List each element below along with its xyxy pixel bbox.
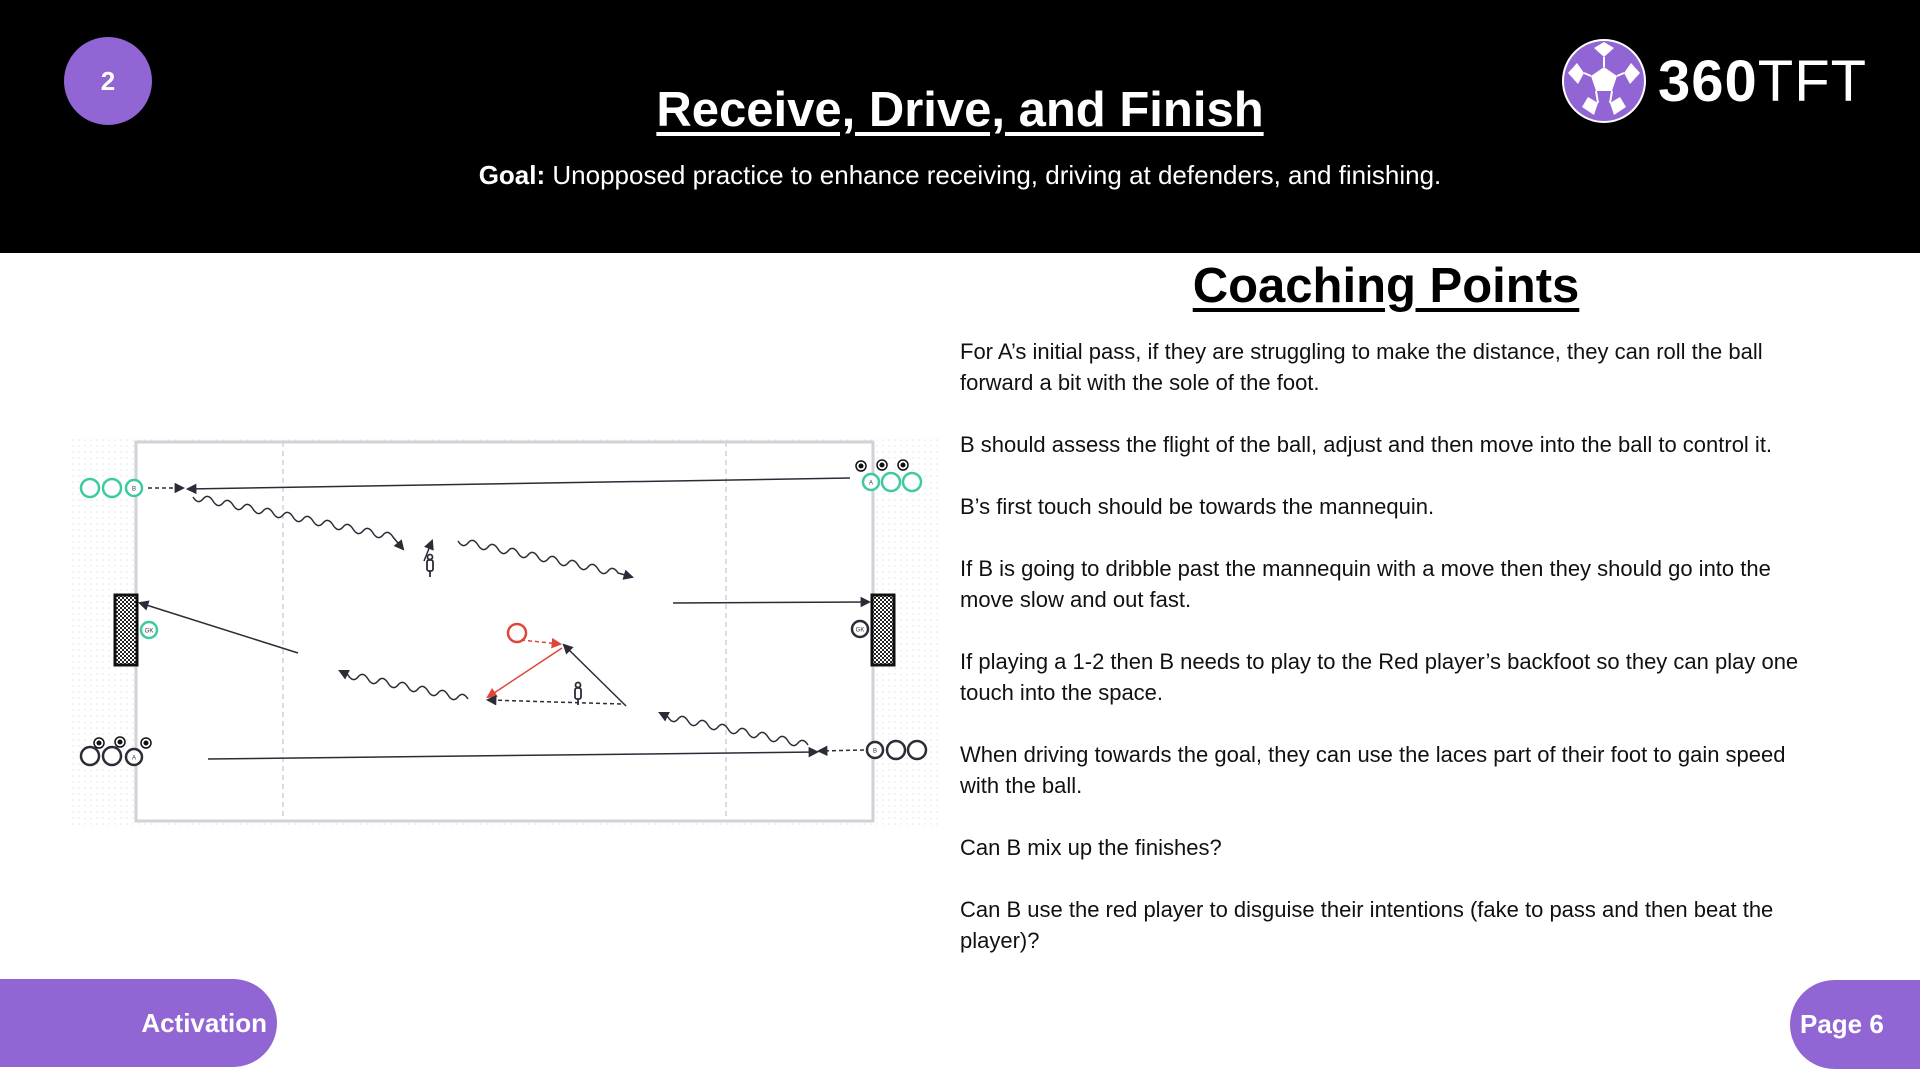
shot-line-right xyxy=(673,602,869,603)
coaching-point: If playing a 1-2 then B needs to play to the Red player’s backfoot so they can play one touch into the space. xyxy=(960,649,1799,705)
coaching-point: When driving towards the goal, they can use the laces part of their foot to gain speed with the ball. xyxy=(960,742,1786,798)
pitch-area xyxy=(136,442,873,821)
soccer-ball-icon xyxy=(1560,37,1648,125)
goal-label: Goal: xyxy=(478,160,546,190)
balls-bottom-left xyxy=(94,737,151,748)
goalkeeper-right xyxy=(852,621,868,637)
coaching-point: B should assess the flight of the ball, adjust and then move into the ball to control it. xyxy=(960,432,1773,457)
svg-text:GK: GK xyxy=(144,628,154,635)
svg-text:GK: GK xyxy=(855,627,865,634)
player-a-label-bottom: A xyxy=(131,755,137,762)
header-bar xyxy=(0,0,1920,253)
page-number-badge: Page 6 xyxy=(1790,980,1920,1069)
logo-wordmark xyxy=(1658,48,1867,115)
page-title: Receive, Drive, and Finish xyxy=(656,83,1264,137)
brand-logo xyxy=(1560,36,1867,126)
player-b-label-top: B xyxy=(131,486,137,493)
coaching-point: For A’s initial pass, if they are struggling to make the distance, they can roll the ball forward a bit with the sole of the foot. xyxy=(960,339,1763,395)
red-player xyxy=(508,624,526,642)
coaching-point: Can B use the red player to disguise their intentions (fake to pass and then beat the player)? xyxy=(960,897,1774,953)
goal-right xyxy=(872,595,894,665)
logo-text-bold: 360 xyxy=(1658,48,1758,114)
player-a-label-top: A xyxy=(868,480,874,487)
goal-left xyxy=(115,595,137,665)
logo-text-light: TFT xyxy=(1757,48,1868,114)
goalkeeper-left xyxy=(141,622,157,638)
goal-text: Unopposed practice to enhance receiving, driving at defenders, and finishing. xyxy=(545,160,1442,190)
coaching-points-title: Coaching Points xyxy=(1192,259,1580,313)
balls-top-right xyxy=(856,460,908,471)
section-tab-activation: Activation xyxy=(0,979,277,1067)
drill-diagram xyxy=(70,437,940,827)
drill-number-badge: 2 xyxy=(64,37,152,125)
coaching-point: If B is going to dribble past the mannequin with a move then they should go into the move slow and out fast. xyxy=(960,556,1771,612)
goal-line xyxy=(0,160,1920,191)
coaching-point: Can B mix up the finishes? xyxy=(960,835,1222,860)
player-b-label-bottom: B xyxy=(872,748,878,755)
coaching-points-list xyxy=(960,336,1800,987)
coaching-point: B’s first touch should be towards the mannequin. xyxy=(960,494,1435,519)
